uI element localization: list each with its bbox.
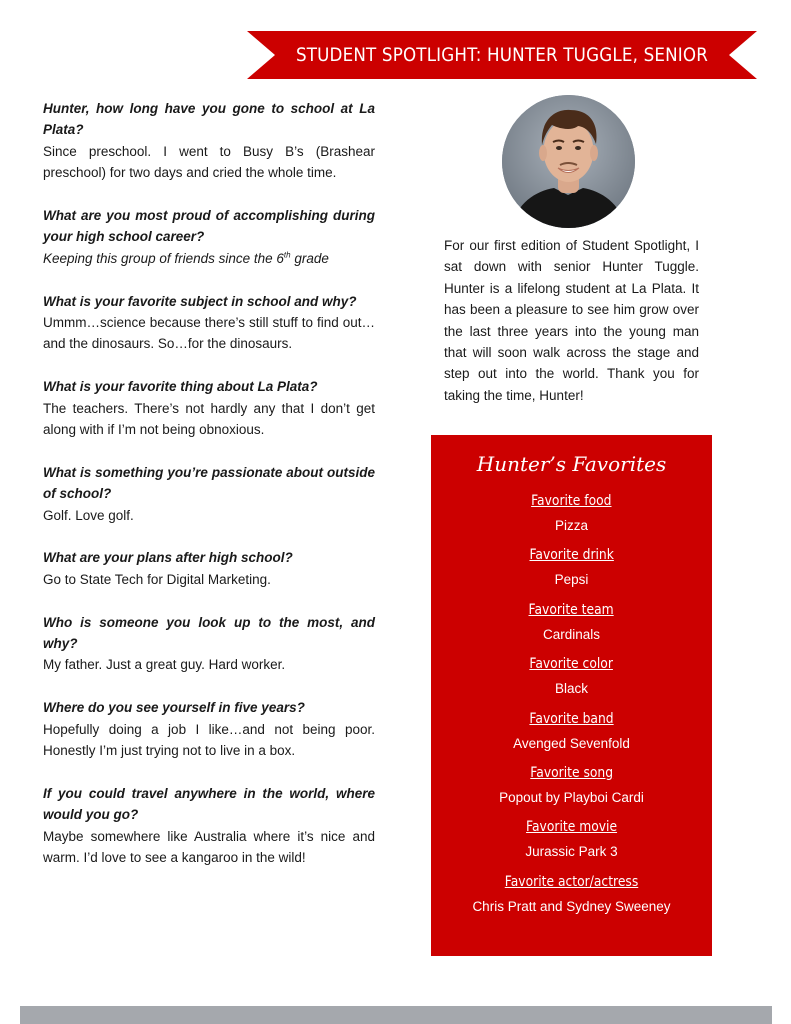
answer-superscript: th bbox=[283, 250, 291, 260]
answer: Ummm…science because there’s still stuff to find out…and the dinosaurs. So…for the dinosaurs. bbox=[43, 315, 375, 352]
question: Who is someone you look up to the most, and why? bbox=[43, 614, 375, 652]
question: What is your favorite thing about La Plata? bbox=[43, 379, 318, 395]
question: What is your favorite subject in school and why? bbox=[43, 293, 357, 309]
qa-item bbox=[43, 376, 375, 440]
favorite-item bbox=[431, 815, 712, 869]
favorite-value: Popout by Playboi Cardi bbox=[499, 789, 644, 805]
favorite-item bbox=[431, 652, 712, 706]
favorite-value: Pepsi bbox=[554, 572, 589, 588]
interview-column bbox=[43, 98, 375, 890]
favorite-value: Avenged Sevenfold bbox=[513, 735, 630, 751]
qa-item bbox=[43, 98, 375, 184]
answer-text-end: grade bbox=[290, 250, 329, 266]
favorite-item bbox=[431, 870, 712, 924]
favorite-item bbox=[431, 598, 712, 652]
favorite-label: Favorite food bbox=[531, 493, 612, 509]
favorites-list bbox=[431, 489, 712, 924]
answer: Maybe somewhere like Australia where it’s nice and warm. I’d love to see a kangaroo in the wild! bbox=[43, 828, 375, 866]
qa-item bbox=[43, 205, 375, 269]
question: What are you most proud of accomplishing during your high school career? bbox=[43, 208, 375, 245]
footer-bar bbox=[20, 1006, 772, 1024]
favorite-value: Cardinals bbox=[542, 626, 601, 642]
page-title: STUDENT SPOTLIGHT: HUNTER TUGGLE, SENIOR bbox=[295, 44, 709, 66]
spotlight-banner bbox=[247, 31, 757, 79]
question: What are your plans after high school? bbox=[43, 550, 293, 566]
favorites-box bbox=[431, 435, 712, 956]
answer: The teachers. There’s not hardly any that I don’t get along with if I’m not being obnoxious. bbox=[43, 400, 375, 438]
qa-item bbox=[43, 291, 375, 355]
qa-item bbox=[43, 547, 375, 590]
qa-item bbox=[43, 697, 375, 761]
favorite-item bbox=[431, 707, 712, 761]
answer bbox=[43, 248, 375, 269]
qa-item bbox=[43, 462, 375, 526]
favorite-item bbox=[431, 489, 712, 543]
answer: Since preschool. I went to Busy B’s (Brashear preschool) for two days and cried the whole time. bbox=[43, 143, 375, 181]
question: What is something you’re passionate about outside of school? bbox=[43, 464, 375, 502]
favorite-value: Jurassic Park 3 bbox=[525, 844, 618, 860]
question: If you could travel anywhere in the world, where would you go? bbox=[43, 785, 375, 823]
favorite-label: Favorite team bbox=[528, 601, 615, 618]
favorite-label: Favorite drink bbox=[529, 547, 614, 564]
answer: Hopefully doing a job I like…and not being poor. Honestly I’m just trying not to live in a box. bbox=[43, 721, 375, 759]
portrait-illustration bbox=[502, 95, 635, 228]
favorite-value: Black bbox=[554, 681, 588, 697]
favorite-label: Favorite movie bbox=[525, 819, 618, 836]
answer: Go to State Tech for Digital Marketing. bbox=[43, 571, 271, 587]
favorite-item bbox=[431, 761, 712, 815]
question: Where do you see yourself in five years? bbox=[43, 700, 305, 716]
student-portrait bbox=[502, 95, 635, 228]
favorites-title: Hunter’s Favorites bbox=[476, 452, 667, 476]
favorite-label: Favorite band bbox=[529, 710, 614, 727]
favorite-label: Favorite song bbox=[530, 764, 613, 781]
answer-text: Keeping this group of friends since the 6 bbox=[43, 250, 284, 266]
answer: Golf. Love golf. bbox=[43, 507, 134, 523]
favorite-value: Pizza bbox=[554, 518, 588, 533]
favorite-label: Favorite color bbox=[529, 656, 614, 673]
answer: My father. Just a great guy. Hard worker. bbox=[43, 657, 286, 673]
favorite-value: Chris Pratt and Sydney Sweeney bbox=[472, 898, 671, 914]
favorite-label: Favorite actor/actress bbox=[504, 873, 639, 890]
intro-paragraph: For our first edition of Student Spotlight, I sat down with senior Hunter Tuggle. Hunter is a lifelong student at La Plata. It has been a pleasure to see him grow over the last three years into the young man that will soon walk across the stage and step out into the world. Thank you for taking the time, Hunter! bbox=[444, 238, 699, 403]
qa-item bbox=[43, 783, 375, 869]
favorite-item bbox=[431, 543, 712, 597]
qa-item bbox=[43, 612, 375, 676]
question: Hunter, how long have you gone to school at La Plata? bbox=[43, 101, 375, 138]
